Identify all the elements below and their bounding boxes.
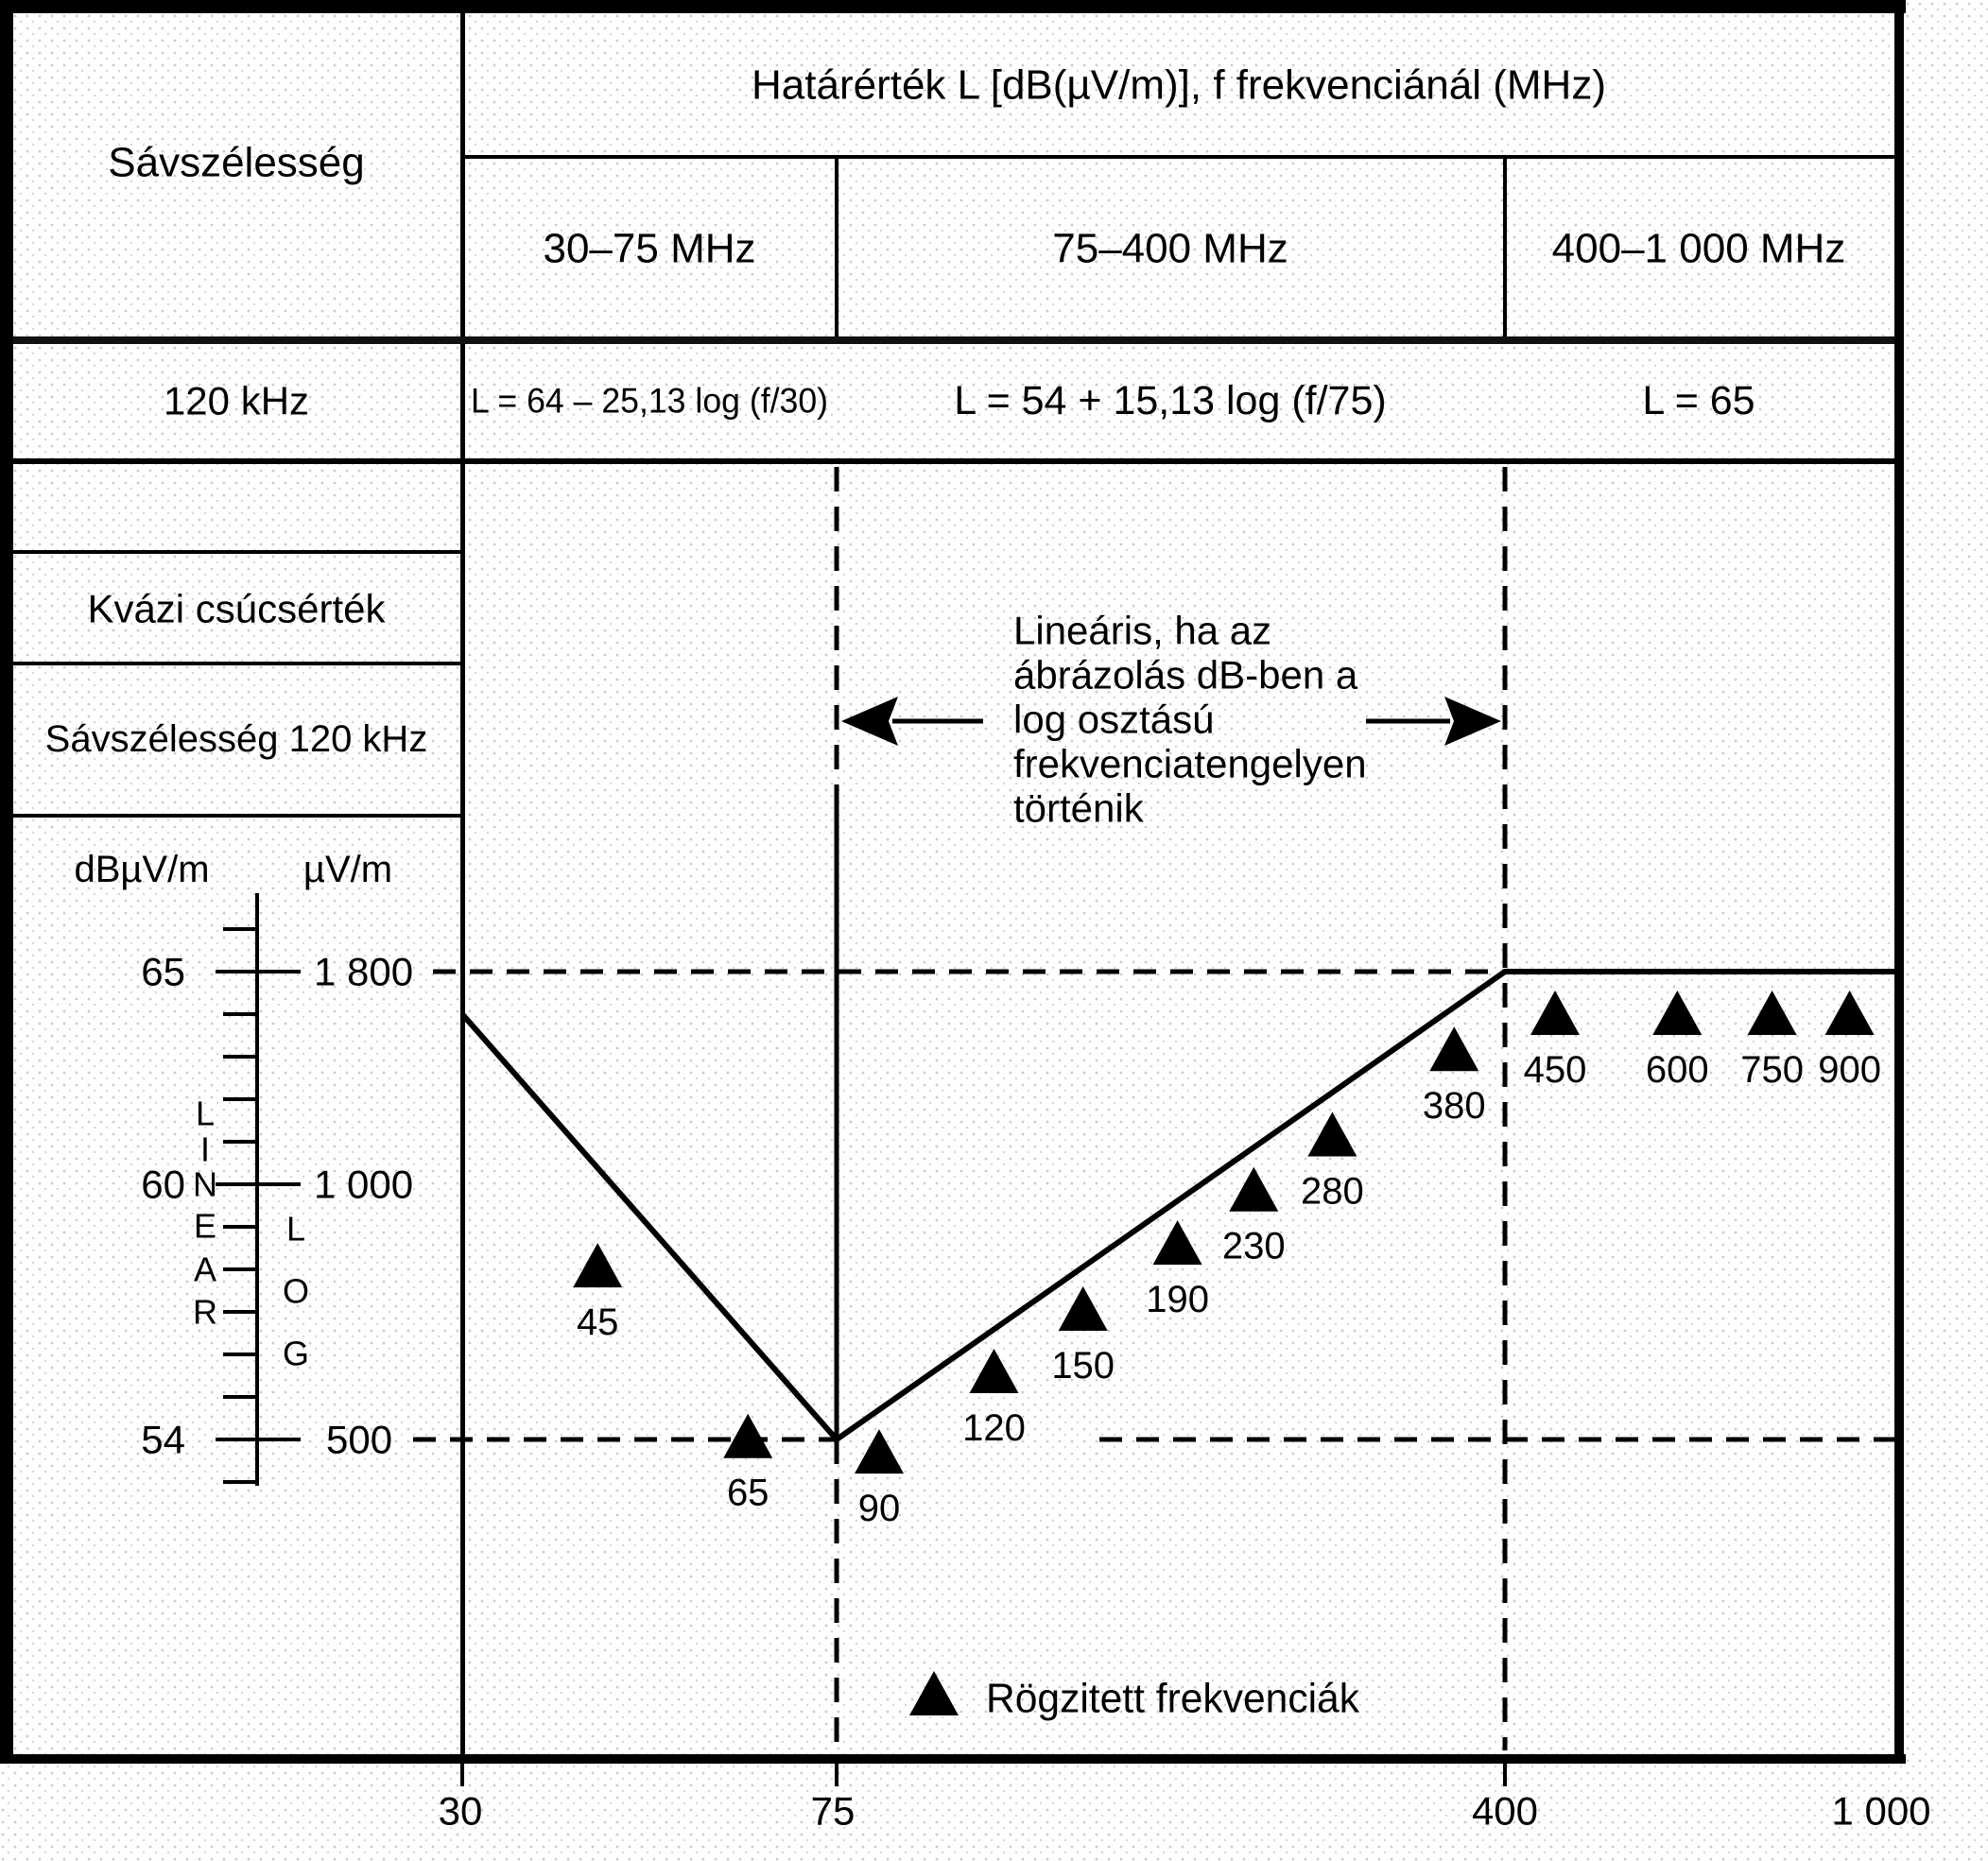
- db-unit-label: dBµV/m: [74, 849, 210, 890]
- formula-400-1000: L = 65: [1642, 378, 1755, 423]
- axis-letter: O: [282, 1271, 310, 1311]
- x-label-30: 30: [438, 1788, 483, 1834]
- uv-unit-label: µV/m: [303, 849, 393, 890]
- db-60-label: 60: [141, 1162, 185, 1207]
- uv-1000-label: 1 000: [314, 1162, 414, 1207]
- legend-label: Rögzitett frekvenciák: [986, 1675, 1360, 1722]
- fixed-frequency-label: 450: [1523, 1049, 1587, 1091]
- uv-500-label: 500: [326, 1417, 393, 1462]
- col-header-30-75: 30–75 MHz: [543, 225, 756, 272]
- quasi-peak-label: Kvázi csúcsérték: [87, 586, 386, 631]
- annotation-line-4: frekvenciatengelyen: [1013, 741, 1367, 786]
- annotation-line-3: log osztású: [1013, 697, 1215, 742]
- bandwidth-value: 120 kHz: [163, 378, 310, 423]
- fixed-frequency-label: 230: [1221, 1225, 1286, 1267]
- fixed-frequency-label: 600: [1645, 1049, 1709, 1091]
- x-label-400: 400: [1471, 1788, 1539, 1834]
- fixed-frequency-label: 380: [1422, 1085, 1486, 1128]
- fixed-frequency-label: 150: [1051, 1345, 1115, 1387]
- linear-axis-label: [193, 1094, 217, 1332]
- annotation-line-5: történik: [1013, 785, 1144, 831]
- db-65-label: 65: [141, 949, 185, 994]
- x-label-1000: 1 000: [1831, 1788, 1931, 1834]
- log-axis-label: [283, 1210, 309, 1373]
- limit-header: Határérték L [dB(µV/m)], f frekvenciánál (MHz): [752, 61, 1606, 109]
- axis-letter: E: [193, 1206, 217, 1246]
- uv-1800-label: 1 800: [314, 949, 414, 994]
- fixed-frequency-label: 280: [1301, 1170, 1364, 1213]
- fixed-frequency-label: 65: [726, 1472, 769, 1514]
- formula-75-400: L = 54 + 15,13 log (f/75): [954, 378, 1387, 423]
- axis-letter: A: [193, 1249, 217, 1289]
- axis-letter: N: [193, 1164, 217, 1204]
- axis-letter: R: [193, 1292, 217, 1332]
- axis-letter: L: [285, 1209, 306, 1249]
- x-label-75: 75: [810, 1788, 856, 1834]
- axis-letter: L: [195, 1094, 216, 1133]
- axis-letter: G: [282, 1334, 310, 1373]
- fixed-frequency-label: 900: [1818, 1049, 1881, 1091]
- annotation-line-1: Lineáris, ha az: [1013, 608, 1272, 653]
- bandwidth-header: Sávszélesség: [108, 139, 365, 186]
- annotation-line-2: ábrázolás dB-ben a: [1013, 652, 1358, 698]
- fixed-frequency-label: 120: [962, 1407, 1026, 1449]
- side-bandwidth-label: Sávszélesség 120 kHz: [44, 718, 428, 760]
- col-header-75-400: 75–400 MHz: [1052, 225, 1288, 272]
- fixed-frequency-label: 190: [1146, 1279, 1209, 1321]
- db-54-label: 54: [141, 1417, 185, 1462]
- fixed-frequency-label: 750: [1740, 1049, 1804, 1091]
- col-header-400-1000: 400–1 000 MHz: [1551, 225, 1846, 272]
- fixed-frequency-label: 90: [857, 1488, 901, 1530]
- formula-30-75: L = 64 – 25,13 log (f/30): [471, 381, 828, 421]
- fixed-frequency-label: 45: [576, 1301, 619, 1344]
- axis-letter: I: [199, 1129, 211, 1169]
